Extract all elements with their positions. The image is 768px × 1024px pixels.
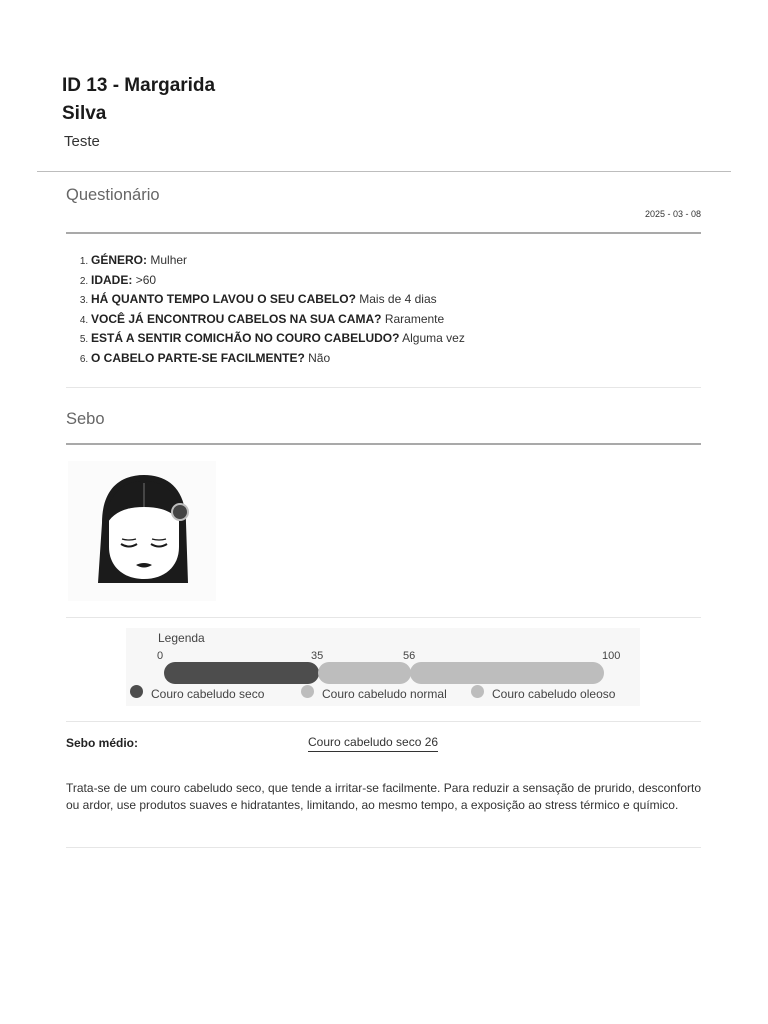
- legend-bar-normal: [318, 662, 411, 684]
- question-label: IDADE:: [91, 272, 133, 287]
- legend-label-oily: Couro cabeludo oleoso: [492, 687, 616, 701]
- header-divider: [37, 171, 731, 172]
- answer-value: Raramente: [384, 311, 445, 326]
- section-divider: [66, 387, 701, 388]
- description-paragraph: Trata-se de um couro cabeludo seco, que tende a irritar-se facilmente. Para reduzir a sensação de prurido, desconforto ou ardor, use produtos suaves e hidratantes, limitando, ao mesmo tempo, a exposição ao stress térmico e químico.: [66, 781, 701, 812]
- average-value: Couro cabeludo seco 26: [308, 735, 438, 752]
- section-title-questionnaire: Questionário: [66, 186, 160, 204]
- legend-label-normal: Couro cabeludo normal: [322, 687, 447, 701]
- questionnaire-divider: [66, 232, 701, 234]
- list-item: [91, 271, 691, 291]
- answer-value: Não: [308, 350, 331, 365]
- legend-title: Legenda: [158, 631, 205, 645]
- legend-label-dry: Couro cabeludo seco: [151, 687, 265, 701]
- legend-tick: 56: [403, 650, 416, 662]
- questionnaire-date: 2025 - 03 - 08: [644, 209, 701, 219]
- legend-tick: 100: [602, 650, 621, 662]
- section-divider: [66, 847, 701, 848]
- face-image: [68, 461, 216, 601]
- questionnaire-list: [66, 251, 691, 369]
- legend-tick: 35: [311, 650, 324, 662]
- answer-value: >60: [135, 272, 157, 287]
- question-label: HÁ QUANTO TEMPO LAVOU O SEU CABELO?: [91, 292, 356, 307]
- answer-value: Alguma vez: [402, 331, 465, 346]
- woman-face-icon: [68, 461, 216, 601]
- list-item: [91, 251, 691, 271]
- section-title-sebo: Sebo: [66, 410, 105, 428]
- legend-bar-dry: [164, 662, 319, 684]
- page-title: ID 13 - Margarida Silva: [62, 75, 216, 124]
- answer-value: Mais de 4 dias: [359, 292, 437, 307]
- section-divider: [66, 617, 701, 618]
- answer-value: Mulher: [150, 253, 188, 267]
- sebo-divider: [66, 443, 701, 445]
- legend-dot-dry: [130, 685, 143, 698]
- section-divider: [66, 721, 701, 722]
- question-label: VOCÊ JÁ ENCONTROU CABELOS NA SUA CAMA?: [91, 311, 382, 326]
- average-label: Sebo médio:: [66, 736, 139, 750]
- list-item: [91, 329, 691, 349]
- list-item: [91, 349, 691, 369]
- page-subtitle: Teste: [64, 133, 100, 150]
- legend-tick: 0: [157, 650, 164, 662]
- question-label: O CABELO PARTE-SE FACILMENTE?: [91, 350, 305, 365]
- list-item: [91, 290, 691, 310]
- legend-bar-oily: [410, 662, 604, 684]
- legend-dot-normal: [301, 685, 314, 698]
- question-label: ESTÁ A SENTIR COMICHÃO NO COURO CABELUDO?: [91, 331, 400, 346]
- question-label: GÉNERO:: [91, 253, 148, 267]
- list-item: [91, 310, 691, 330]
- legend-dot-oily: [471, 685, 484, 698]
